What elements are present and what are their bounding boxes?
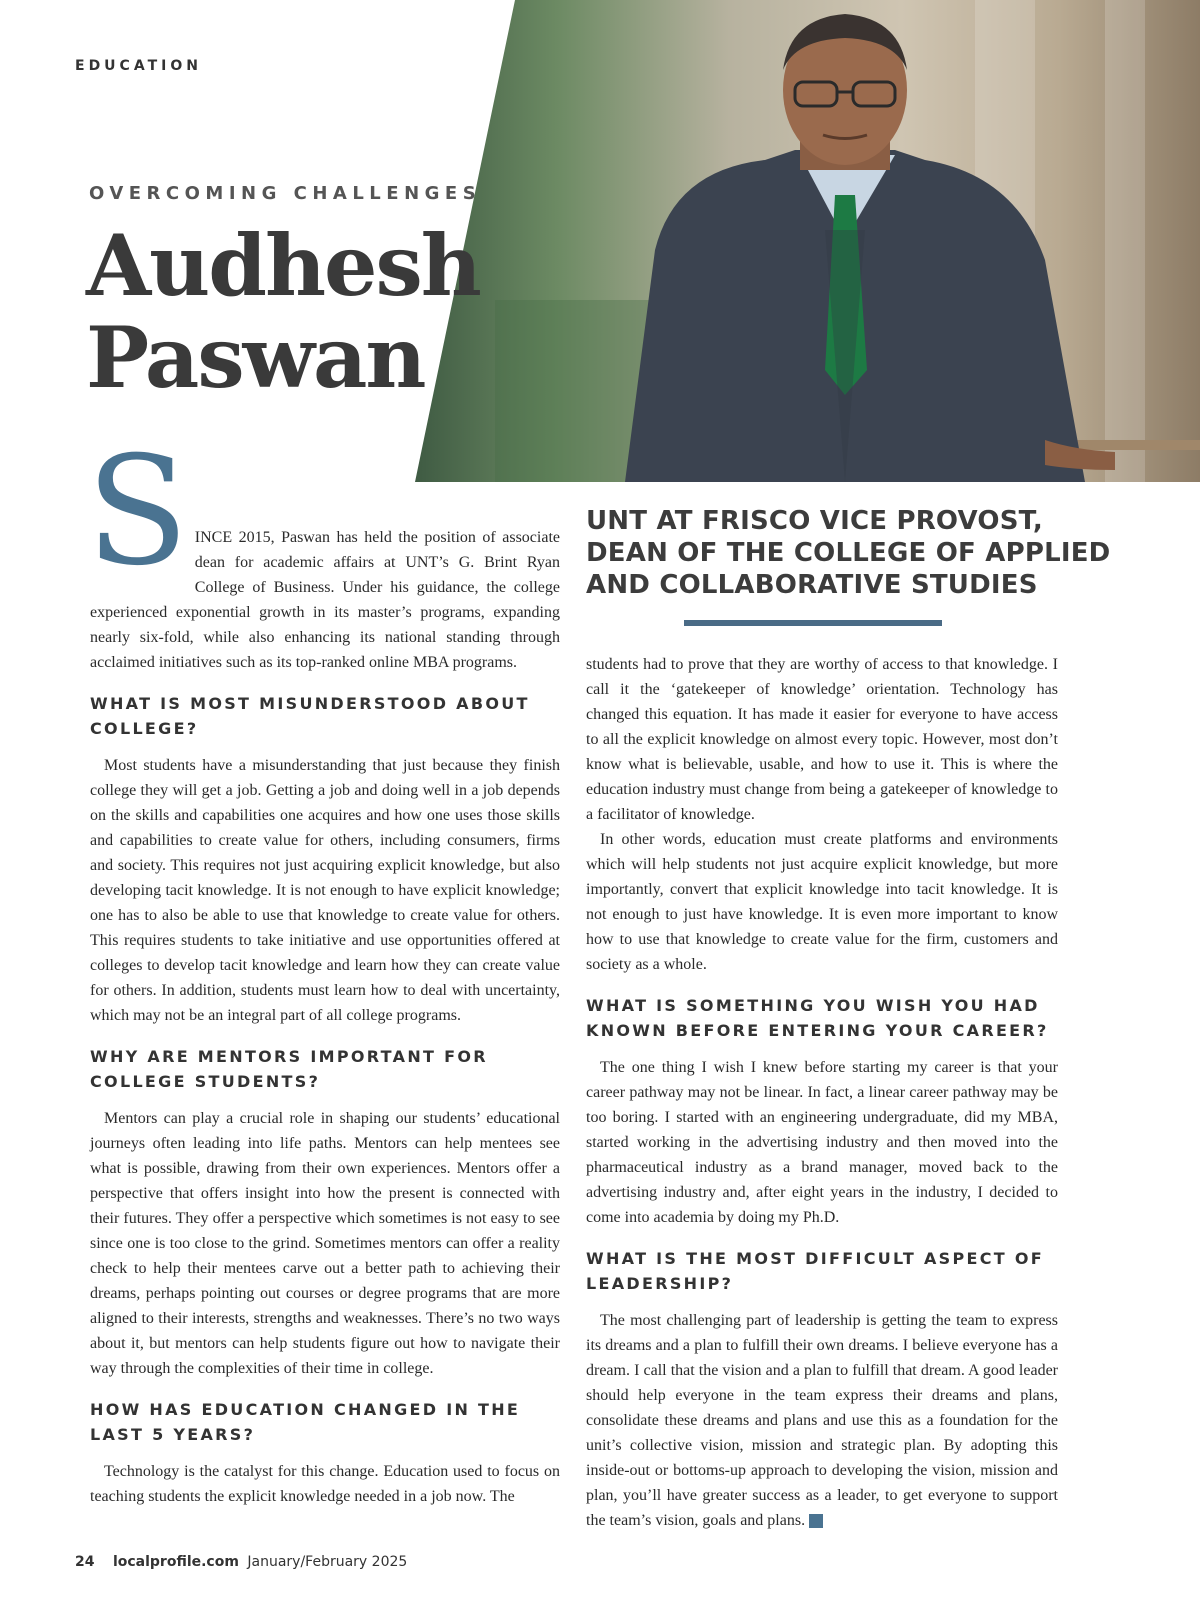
article-column-left (86, 425, 560, 1509)
drop-cap: S (86, 425, 189, 599)
q2-answer: Mentors can play a crucial role in shaping our students’ educational journeys often leading into life paths. Mentors can help mentees see what is possible, drawing from their own experiences. Mentors offer a perspective that offers insight into how the present is connected with their futures. They offer a perspective which sometimes is not easy to see since one is too close to the grind. Sometimes mentors can offer a reality check to help their mentees carve out a better path to achieving their dreams, perhaps pointing out courses or degree programs that are more aligned to their interests, strengths and weaknesses. There’s no two ways about it, but mentors can help students figure out how to navigate their way through the complexities of their time in college. (90, 1110, 560, 1377)
q3-answer-start: Technology is the catalyst for this change. Education used to focus on teaching students the explicit knowledge needed in a job now. The (90, 1463, 560, 1505)
q3-answer-2: In other words, education must create platforms and environments which will help students not just acquire explicit knowledge, but more importantly, convert that explicit knowledge into tacit knowledge. It is not enough to just have knowledge. It is even more important to know how to use that knowledge to create value for the firm, customers and society as a whole. (586, 831, 1058, 973)
title-line-2: Paswan (86, 308, 425, 407)
headline-rule (684, 620, 942, 626)
q4-answer: The one thing I wish I knew before starting my career is that your career pathway may not be linear. In fact, a linear career pathway may be too boring. I started with an engineering undergraduate, did my MBA, started working in the advertising industry and then moved into the pharmaceutical industry as a brand manager, moved back to the advertising industry and, after eight years in the industry, I decided to come into academia by doing my Ph.D. (586, 1059, 1058, 1226)
section-label: EDUCATION (75, 58, 202, 74)
footer-issue: January/February 2025 (247, 1554, 408, 1570)
q1-answer: Most students have a misunderstanding that just because they finish college they will get a job. Getting a job and doing well in a job depends on the skills and capabilities one acquires and how one uses those skills and capabilities to create value for others, including consumers, firms and society. This requires not just acquiring explicit knowledge, but also developing tacit knowledge. It is not enough to have explicit knowledge; one has to also be able to use that knowledge to create value for others. This requires students to take initiative and use opportunities offered at colleges to develop tacit knowledge and learn how they can create value for others. In addition, students must learn how to deal with uncertainty, which may not be an integral part of all college programs. (90, 757, 560, 1024)
title-line-1: Audhesh (86, 216, 480, 315)
q5-heading: WHAT IS THE MOST DIFFICULT ASPECT OF LEADERSHIP? (586, 1249, 1044, 1293)
person-figure (595, 0, 1115, 482)
page-footer (75, 1554, 407, 1570)
q5-answer (586, 1308, 1058, 1533)
page-number: 24 (75, 1554, 95, 1570)
page-title (86, 216, 480, 407)
footer-site: localprofile.com (112, 1554, 239, 1570)
q5-answer-text: The most challenging part of leadership is getting the team to express its dreams and a plan to fulfill their own dreams. I believe everyone has a dream. I call that the vision and a plan to fulfill that dream. A good leader should help everyone in the team express their dreams and plans, consolidate these dreams and plans and use this as a foundation for the unit’s collective vision, mission and strategic plan. By adopting this inside-out or bottoms-up approach to developing the vision, mission and plan, you’ll have greater success as a leader, to get everyone to support the team’s vision, goals and plans. (586, 1312, 1058, 1529)
article-column-right (586, 652, 1058, 1533)
q3-heading: HOW HAS EDUCATION CHANGED IN THE LAST 5 YEARS? (90, 1400, 521, 1444)
kicker: OVERCOMING CHALLENGES (89, 183, 482, 204)
q1-heading: WHAT IS MOST MISUNDERSTOOD ABOUT COLLEGE? (90, 694, 530, 738)
q3-answer-continued: students had to prove that they are worthy of access to that knowledge. I call it the ‘gatekeeper of knowledge’ orientation. Technology has changed this equation. It has made it easier for everyone to have access to all the explicit knowledge on almost every topic. However, most don’t know what is believable, usable, and how to use it. This is where the education industry must change from being a gatekeeper of knowledge to a facilitator of knowledge. (586, 656, 1058, 823)
intro-paragraph (86, 425, 560, 675)
end-mark-icon: lp (809, 1514, 823, 1528)
intro-text: INCE 2015, Paswan has held the position of associate dean for academic affairs at UNT’s G. Brint Ryan College of Business. Under his guidance, the college experienced exponential growth in its master’s programs, expanding nearly six-fold, while also enhancing its national standing through acclaimed initiatives such as its top-ranked online MBA programs. (90, 529, 560, 671)
q4-heading: WHAT IS SOMETHING YOU WISH YOU HAD KNOWN BEFORE ENTERING YOUR CAREER? (586, 996, 1049, 1040)
q2-heading: WHY ARE MENTORS IMPORTANT FOR COLLEGE STUDENTS? (90, 1047, 488, 1091)
headline: UNT AT FRISCO VICE PROVOST, DEAN OF THE COLLEGE OF APPLIED AND COLLABORATIVE STUDIES (586, 506, 1111, 600)
portrait-photo (415, 0, 1200, 482)
